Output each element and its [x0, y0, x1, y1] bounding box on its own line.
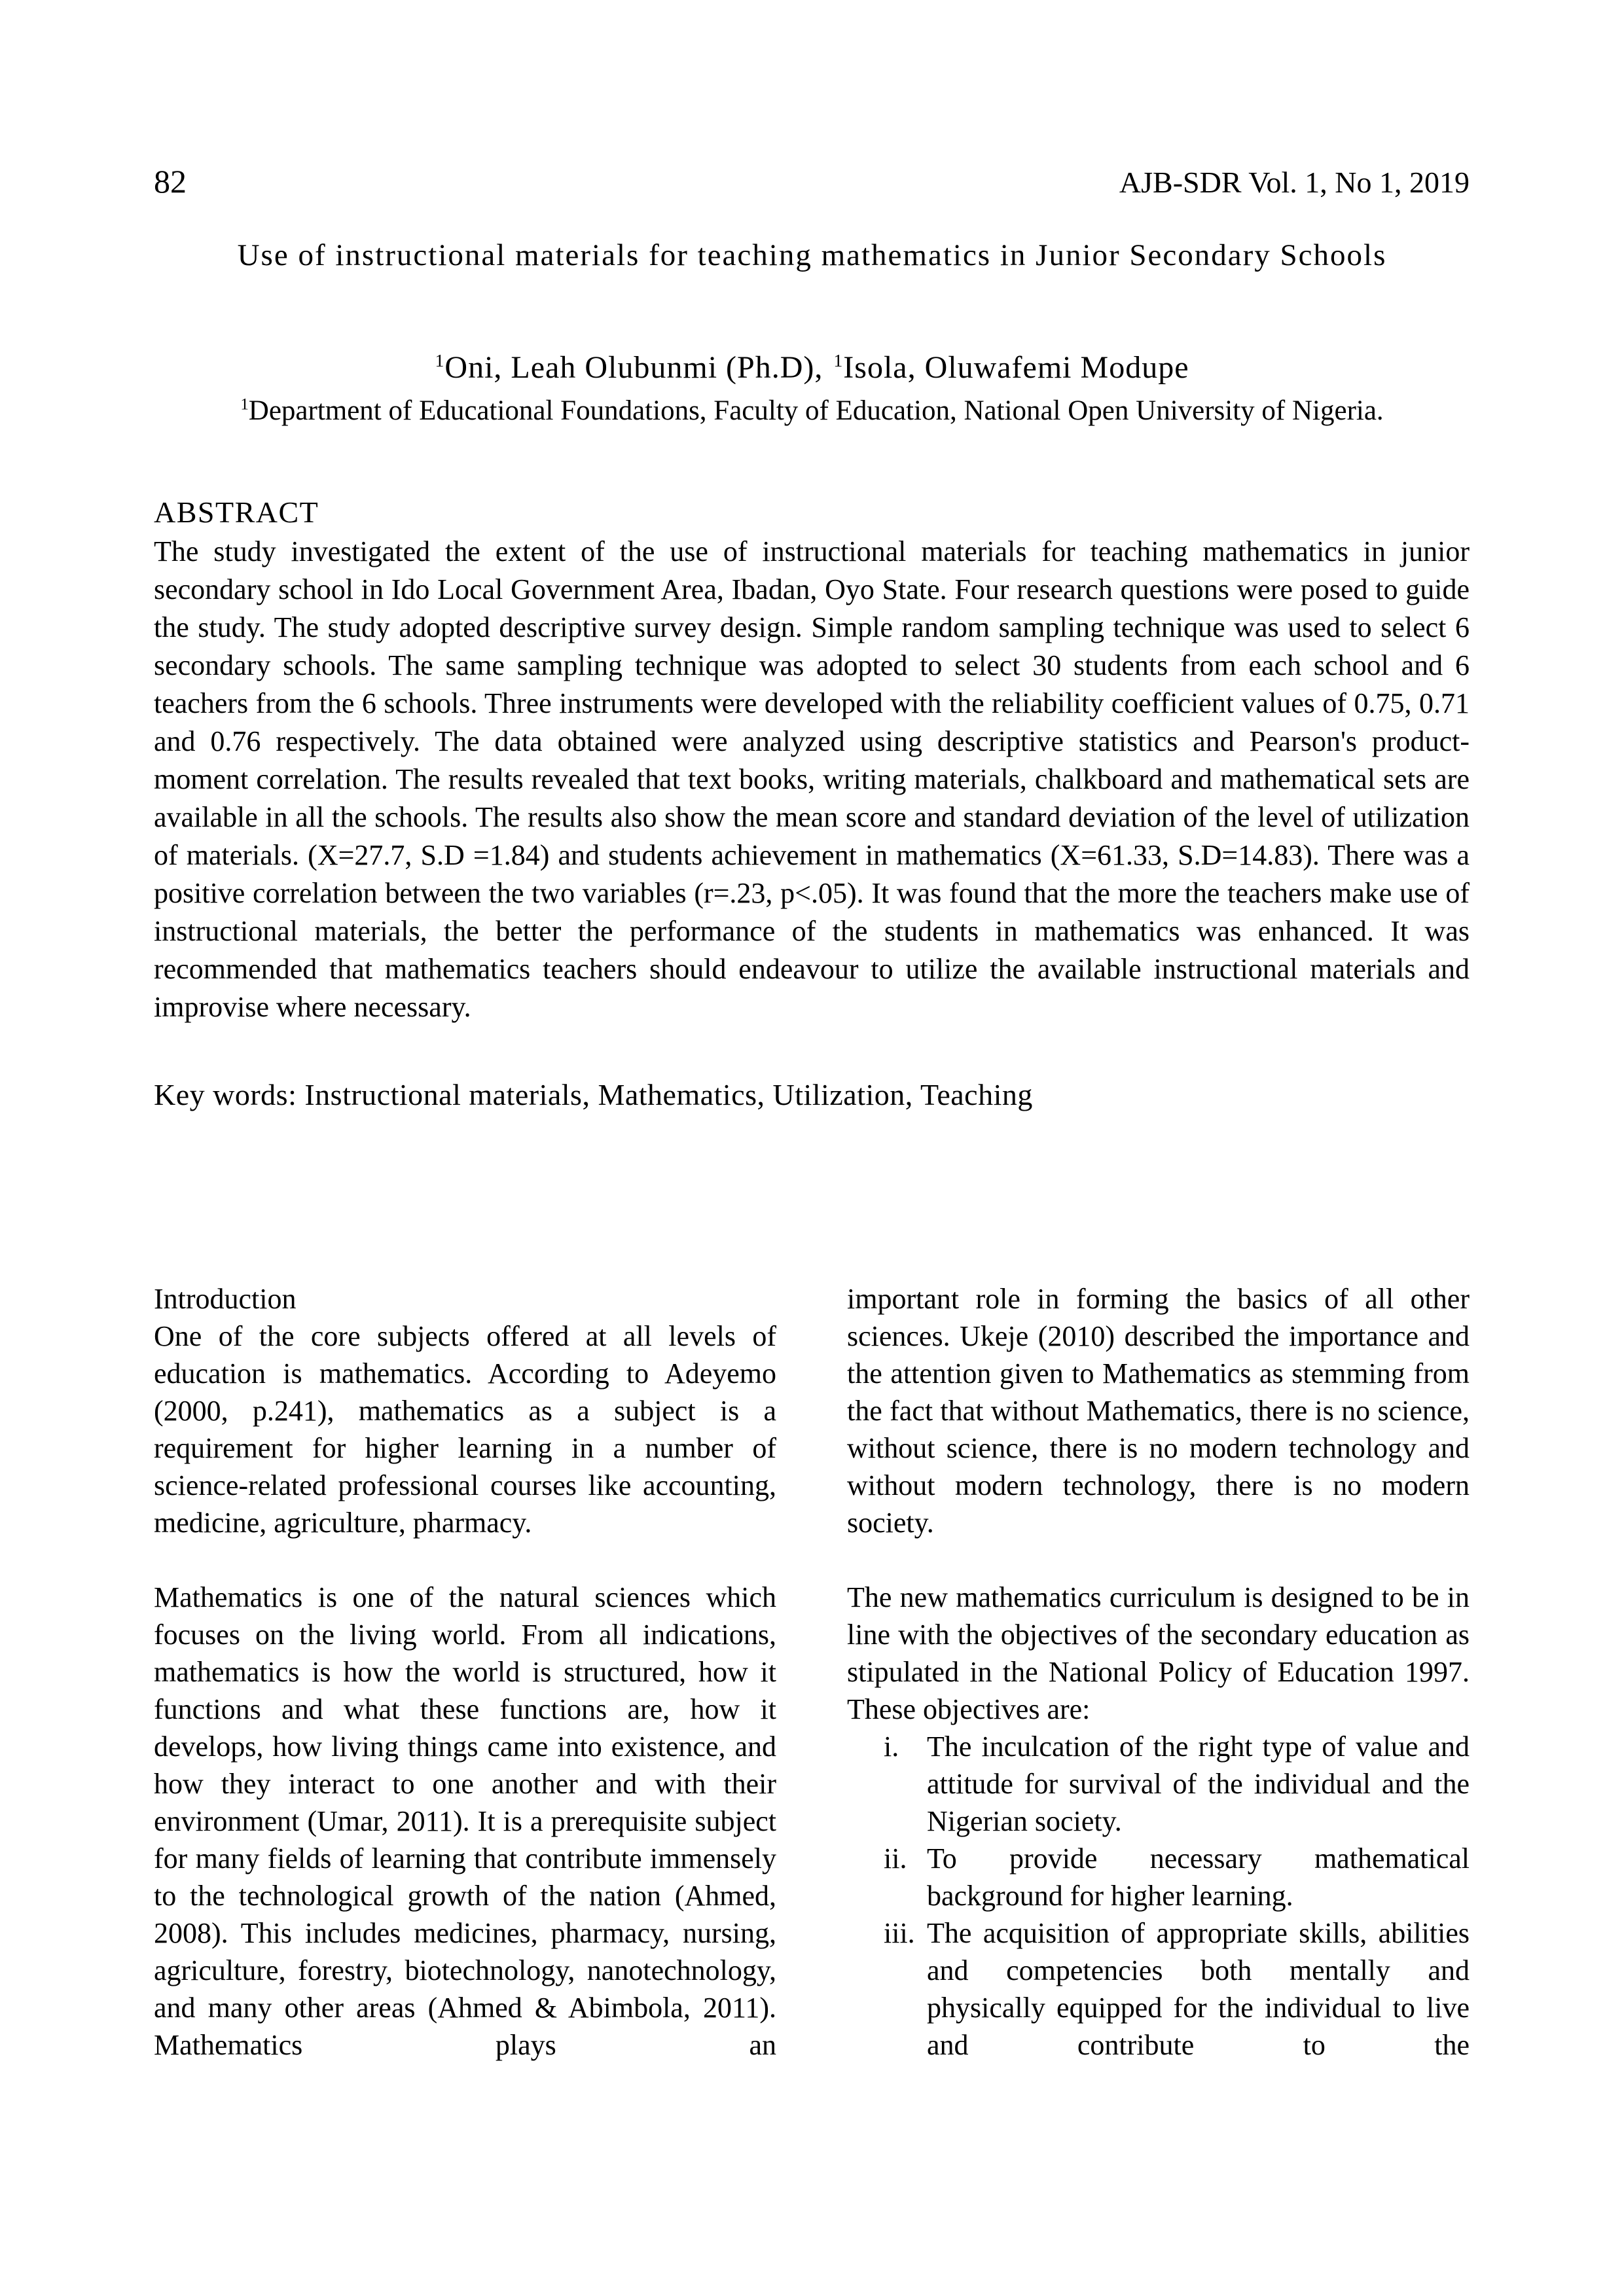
list-item: [847, 1728, 1470, 1840]
list-item-marker: ii.: [884, 1842, 907, 1874]
left-column: [154, 1280, 776, 2064]
affiliation-line: [79, 395, 1545, 427]
authors-line: [92, 350, 1532, 386]
page-header: [154, 162, 1470, 200]
author-name-1: Oni, Leah Olubunmi (Ph.D),: [444, 350, 823, 385]
author-affiliation-superscript: 1: [435, 351, 445, 371]
affiliation-superscript: 1: [240, 395, 249, 414]
abstract-body: The study investigated the extent of the use of instructional materials for teaching mathematics in junior secondary school in Ido Local Government Area, Ibadan, Oyo State. Four research questions were posed to guide the study. The study adopted descriptive survey design. Simple random sampling technique was used to select 6 secondary schools. The same sampling technique was adopted to select 30 students from each school and 6 teachers from the 6 schools. Three instruments were developed with the reliability coefficient values of 0.75, 0.71 and 0.76 respectively. The data obtained were analyzed using descriptive statistics and Pearson's product- moment correlation. The results revealed that text books, writing materials, chalkboard and mathematical sets are available in all the schools. The results also show the mean score and standard deviation of the level of utilization of materials. (X=27.7, S.D =1.84) and students achievement in mathematics (X=61.33, S.D=14.83). There was a positive correlation between the two variables (r=.23, p<.05). It was found that the more the teachers make use of instructional materials, the better the performance of the students in mathematics was enhanced. It was recommended that mathematics teachers should endeavour to utilize the available instructional materials and improvise where necessary.: [154, 535, 1470, 1023]
list-item-text: To provide necessary mathematical background for higher learning.: [927, 1842, 1470, 1912]
list-item-marker: i.: [884, 1731, 899, 1763]
journal-reference: AJB-SDR Vol. 1, No 1, 2019: [1119, 166, 1470, 199]
author-affiliation-superscript: 1: [833, 351, 844, 371]
two-column-body: [154, 1280, 1470, 2064]
list-item: [847, 1840, 1470, 1914]
author-name-2: Isola, Oluwafemi Modupe: [843, 350, 1189, 385]
introduction-paragraph-1: One of the core subjects offered at all levels of education is mathematics. According to Adeyemo (2000, p.241), mathematics as a subject is a requirement for higher learning in a number of science-related professional courses like accounting, medicine, agriculture, pharmacy.: [154, 1320, 776, 1539]
list-item: [847, 1914, 1470, 2064]
introduction-heading: Introduction: [154, 1283, 297, 1315]
list-item-text: The inculcation of the right type of value and attitude for survival of the individual and the Nigerian society.: [927, 1731, 1470, 1837]
affiliation-text: Department of Educational Foundations, Faculty of Education, National Open University of Nigeria.: [248, 395, 1384, 426]
abstract-heading: ABSTRACT: [154, 495, 319, 529]
list-item-text: The acquisition of appropriate skills, abilities and competencies both mentally and physically equipped for the individual to live and contribute to the: [927, 1917, 1470, 2061]
introduction-paragraph-2: Mathematics is one of the natural sciences which focuses on the living world. From all indications, mathematics is how the world is structured, how it functions and what these functions are, how it develops, how living things came into existence, and how they interact to one another and with their environment (Umar, 2011). It is a prerequisite subject for many fields of learning that contribute immensely to the technological growth of the nation (Ahmed, 2008). This includes medicines, pharmacy, nursing, agriculture, forestry, biotechnology, nanotechnology, and many other areas (Ahmed & Abimbola, 2011). Mathematics plays an: [154, 1581, 776, 2061]
paper-title: Use of instructional materials for teaching mathematics in Junior Secondary Schools: [237, 238, 1387, 272]
curriculum-paragraph-intro: The new mathematics curriculum is designed to be in line with the objectives of the secondary education as stipulated in the National Policy of Education 1997. These objectives are:: [847, 1581, 1470, 1725]
list-item-marker: iii.: [884, 1917, 915, 1949]
body-paragraph-continued: important role in forming the basics of all other sciences. Ukeje (2010) described the importance and the attention given to Mathematics as stemming from the fact that without Mathematics, there is no science, without science, there is no modern technology and without modern technology, there is no modern society.: [847, 1283, 1470, 1539]
keywords-line: Key words: Instructional materials, Mathematics, Utilization, Teaching: [154, 1078, 1033, 1111]
page-number: 82: [154, 163, 187, 200]
objectives-list: [847, 1728, 1470, 2064]
right-column: [847, 1280, 1470, 2064]
